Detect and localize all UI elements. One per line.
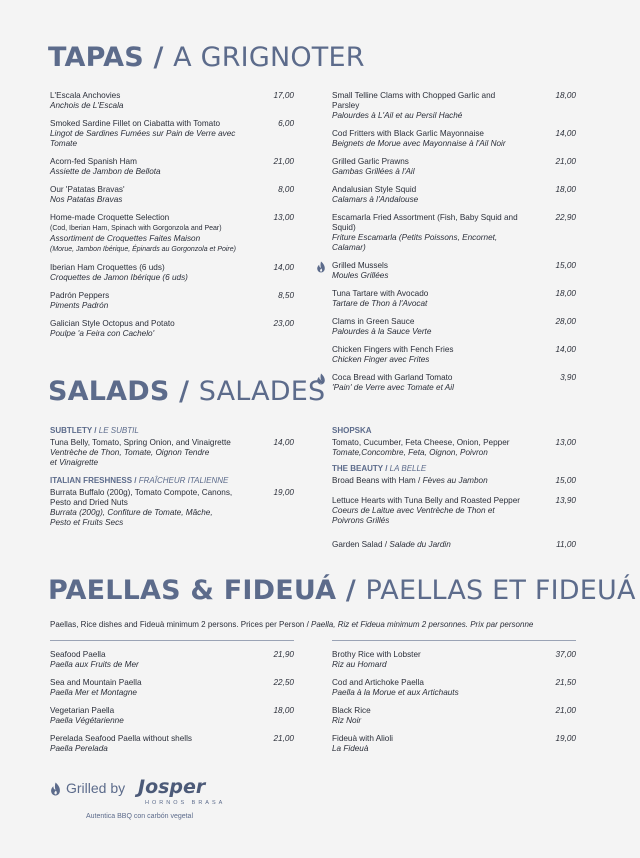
item-name-en: Escamarla Fried Assortment (Fish, Baby Squid and Squid) <box>332 213 518 232</box>
menu-item <box>332 540 576 550</box>
paellas-title-french: PAELLAS ET FIDEUÁ <box>365 575 636 606</box>
item-name-en: Vegetarian Paella <box>50 706 115 715</box>
item-price: 21,00 <box>273 734 294 743</box>
item-name-fr: Beignets de Morue avec Mayonnaise à l'Ail Noir <box>332 139 506 148</box>
item-name-en: Grilled Garlic Prawns <box>332 157 409 166</box>
tapas-left-column <box>50 91 294 347</box>
menu-item <box>50 706 294 726</box>
item-name-en: Grilled Mussels <box>332 261 388 270</box>
menu-item <box>50 157 294 177</box>
item-name-en: Our 'Patatas Bravas' <box>50 185 125 194</box>
menu-item <box>50 488 294 528</box>
tapas-section-title <box>48 42 365 73</box>
menu-item <box>50 438 294 468</box>
item-price: 3,90 <box>560 373 576 382</box>
item-price: 18,00 <box>555 185 576 194</box>
item-price: 14,00 <box>555 129 576 138</box>
item-name-fr: Coeurs de Laitue avec Ventrèche de Thon et <box>332 506 495 515</box>
item-name-en: Home-made Croquette Selection <box>50 213 170 222</box>
item-name-en: Padrón Peppers <box>50 291 110 300</box>
menu-item <box>50 678 294 698</box>
item-price: 8,50 <box>278 291 294 300</box>
item-name-fr: Chicken Finger avec Frites <box>332 355 430 364</box>
item-price: 15,00 <box>555 476 576 485</box>
item-name-fr: Palourdes à la Sauce Verte <box>332 327 432 336</box>
item-name-fr: Moules Grillées <box>332 271 389 280</box>
tapas-title-french: A GRIGNOTER <box>173 42 365 73</box>
menu-item <box>332 289 576 309</box>
menu-item <box>50 185 294 205</box>
menu-item <box>332 91 576 121</box>
paellas-left-divider <box>50 640 294 641</box>
item-price: 22,90 <box>555 213 576 222</box>
menu-item <box>332 650 576 670</box>
menu-item <box>50 319 294 339</box>
item-name-fr: Paella aux Fruits de Mer <box>50 660 139 669</box>
item-name-fr: Calamars à l'Andalouse <box>332 195 419 204</box>
item-description-en-text: (Cod, Iberian Ham, Spinach with Gorgonzola and Pear) <box>50 225 222 232</box>
menu-item <box>332 476 576 486</box>
paellas-left-column <box>50 650 294 762</box>
item-name-en: Lettuce Hearts with Tuna Belly and Roasted Pepper <box>332 496 520 505</box>
item-price: 28,00 <box>555 317 576 326</box>
menu-item <box>332 129 576 149</box>
item-name-fr: Assiette de Jambon de Bellota <box>50 167 161 176</box>
menu-item <box>332 496 576 526</box>
item-name-fr: Tartare de Thon à l'Avocat <box>332 299 428 308</box>
item-price: 13,90 <box>555 496 576 505</box>
josper-brand-name: Josper <box>138 776 206 798</box>
paellas-section-title <box>48 575 636 606</box>
item-price: 21,00 <box>555 706 576 715</box>
menu-item <box>50 91 294 111</box>
item-name-en-text: Garden Salad / <box>332 540 390 549</box>
item-name-en: Chicken Fingers with Fench Fries <box>332 345 454 354</box>
menu-item <box>332 317 576 337</box>
paellas-note-en: Paellas, Rice dishes and Fideuà minimum 2 persons. Prices per Person / <box>50 620 312 629</box>
item-price: 18,00 <box>555 91 576 100</box>
item-name-fr: Friture Escamarla (Petits Poissons, Encornet, Calamar) <box>332 233 498 252</box>
item-name-fr-inline: Salade du Jardin <box>389 540 451 549</box>
item-price: 18,00 <box>273 706 294 715</box>
item-name-fr: Riz Noir <box>332 716 362 725</box>
josper-tagline: Autentica BBQ con carbón vegetal <box>86 813 194 820</box>
item-price: 23,00 <box>273 319 294 328</box>
item-name-en: Clams in Green Sauce <box>332 317 415 326</box>
beauty-subheading <box>332 464 576 474</box>
item-name-en <box>332 476 524 486</box>
grilled-by-text: Grilled by <box>66 780 126 796</box>
item-name-en-continued: Pesto and Dried Nuts <box>50 498 128 507</box>
josper-flame-icon <box>50 782 61 796</box>
item-price: 14,00 <box>273 438 294 447</box>
item-name-fr: Anchois de L'Escala <box>50 101 124 110</box>
item-name-fr-continued: Pesto et Fruits Secs <box>50 518 124 527</box>
subtlety-subheading-en: SUBTLETY / <box>50 426 99 435</box>
salads-section-title <box>48 376 325 407</box>
item-description-fr <box>50 244 242 255</box>
item-description-fr-text: (Morue, Jambon Ibérique, Épinards au Gorgonzola et Poire) <box>50 246 236 253</box>
item-name-en: Black Rice <box>332 706 371 715</box>
menu-item <box>332 213 576 253</box>
item-name-en: Smoked Sardine Fillet on Ciabatta with Tomato <box>50 119 221 128</box>
item-name-fr: Lingot de Sardines Fumées sur Pain de Verre avec Tomate <box>50 129 236 148</box>
paellas-title-main: PAELLAS & FIDEUÁ / <box>48 575 366 606</box>
beauty-subheading-fr: LA BELLE <box>389 464 427 473</box>
item-name-en: Galician Style Octopus and Potato <box>50 319 175 328</box>
item-name-fr-continued: et Vinaigrette <box>50 458 99 467</box>
item-name-en: Coca Bread with Garland Tomato <box>332 373 453 382</box>
item-name-en: Tuna Tartare with Avocado <box>332 289 429 298</box>
paellas-minimum-note <box>50 620 533 629</box>
menu-item <box>332 678 576 698</box>
paellas-note-fr: Paella, Riz et Fideua minimum 2 personnes. Prix par personne <box>311 620 534 629</box>
subtlety-subheading <box>50 426 294 436</box>
menu-item <box>332 345 576 365</box>
menu-item <box>332 261 576 281</box>
item-name-fr: Paella Perelada <box>50 744 108 753</box>
item-price: 21,00 <box>555 157 576 166</box>
item-name-fr: Gambas Grillées à l'Ail <box>332 167 415 176</box>
item-name-en: Tuna Belly, Tomato, Spring Onion, and Vinaigrette <box>50 438 231 447</box>
tapas-title-main: TAPAS / <box>48 42 174 73</box>
item-name-fr: Croquettes de Jamon Ibérique (6 uds) <box>50 273 188 282</box>
item-name-en: L'Escala Anchovies <box>50 91 121 100</box>
hornos-brasa-text: HORNOS BRASA <box>145 800 226 806</box>
shopska-subheading: SHOPSKA <box>332 426 372 435</box>
item-price: 8,00 <box>278 185 294 194</box>
menu-item <box>50 263 294 283</box>
salads-right-column <box>332 426 576 558</box>
menu-item <box>50 213 294 255</box>
item-name-en: Perelada Seafood Paella without shells <box>50 734 193 743</box>
item-name-en: Seafood Paella <box>50 650 106 659</box>
menu-item <box>50 734 294 754</box>
item-name-en: Cod Fritters with Black Garlic Mayonnaise <box>332 129 484 138</box>
item-name-fr: 'Pain' de Verre avec Tomate et Ail <box>332 383 454 392</box>
menu-item <box>332 438 576 458</box>
paellas-right-column <box>332 650 576 762</box>
salads-title-main: SALADS / <box>48 376 199 407</box>
item-price: 14,00 <box>555 345 576 354</box>
item-price: 18,00 <box>555 289 576 298</box>
item-name-en: Small Telline Clams with Chopped Garlic and Parsley <box>332 91 496 110</box>
menu-item <box>332 734 576 754</box>
item-price: 21,90 <box>273 650 294 659</box>
menu-item <box>332 157 576 177</box>
item-name-en: Brothy Rice with Lobster <box>332 650 421 659</box>
item-name-en: Iberian Ham Croquettes (6 uds) <box>50 263 165 272</box>
item-price: 19,00 <box>555 734 576 743</box>
item-name-en <box>332 540 524 550</box>
menu-item <box>332 373 576 393</box>
item-name-en: Sea and Mountain Paella <box>50 678 142 687</box>
item-name-en: Acorn-fed Spanish Ham <box>50 157 137 166</box>
menu-item <box>332 185 576 205</box>
josper-flame-icon <box>316 261 326 273</box>
item-name-fr: Palourdes à L'Ail et au Persil Haché <box>332 111 463 120</box>
italian-subheading-en: ITALIAN FRESHNESS / <box>50 476 139 485</box>
item-price: 13,00 <box>555 438 576 447</box>
item-name-fr-inline: Fèves au Jambon <box>422 476 488 485</box>
item-price: 22,50 <box>273 678 294 687</box>
tapas-right-column <box>332 91 576 401</box>
item-price: 14,00 <box>273 263 294 272</box>
item-price: 21,00 <box>273 157 294 166</box>
item-name-fr: Riz au Homard <box>332 660 387 669</box>
menu-item <box>50 650 294 670</box>
item-price: 6,00 <box>278 119 294 128</box>
item-description-en <box>50 223 242 234</box>
item-price: 11,00 <box>556 540 576 549</box>
paellas-right-divider <box>332 640 576 641</box>
item-name-fr: Burrata (200g), Confiture de Tomate, Mâche, <box>50 508 213 517</box>
italian-subheading-fr: FRAÎCHEUR ITALIENNE <box>138 476 229 485</box>
item-price: 37,00 <box>555 650 576 659</box>
item-name-fr: Tomate,Concombre, Feta, Oignon, Poivron <box>332 448 488 457</box>
item-price: 15,00 <box>555 261 576 270</box>
item-name-fr-continued: Poivrons Grillés <box>332 516 390 525</box>
menu-item <box>50 119 294 149</box>
item-price: 13,00 <box>273 213 294 222</box>
item-name-en-text: Broad Beans with Ham / <box>332 476 423 485</box>
item-price: 21,50 <box>555 678 576 687</box>
item-name-fr: Piments Padrón <box>50 301 109 310</box>
item-name-en: Andalusian Style Squid <box>332 185 417 194</box>
menu-item <box>50 291 294 311</box>
italian-subheading <box>50 476 294 486</box>
item-name-fr: Ventrèche de Thon, Tomate, Oignon Tendre <box>50 448 210 457</box>
item-name-fr: Paella Mer et Montagne <box>50 688 137 697</box>
subtlety-subheading-fr: LE SUBTIL <box>98 426 139 435</box>
item-name-fr: Paella à la Morue et aux Artichauts <box>332 688 459 697</box>
item-name-fr: Paella Végétarienne <box>50 716 124 725</box>
item-name-en: Tomato, Cucumber, Feta Cheese, Onion, Pepper <box>332 438 510 447</box>
item-name-fr: Nos Patatas Bravas <box>50 195 123 204</box>
item-name-fr: Assortiment de Croquettes Faites Maison <box>50 234 201 243</box>
item-price: 17,00 <box>273 91 294 100</box>
item-name-fr: Poulpe 'a Feira con Cachelo' <box>50 329 155 338</box>
menu-item <box>332 706 576 726</box>
salads-title-french: SALADES <box>198 376 326 407</box>
item-name-en: Burrata Buffalo (200g), Tomato Compote, Canons, <box>50 488 233 497</box>
item-name-fr: La Fideuà <box>332 744 369 753</box>
item-name-en: Cod and Artichoke Paella <box>332 678 424 687</box>
beauty-subheading-en: THE BEAUTY / <box>332 464 390 473</box>
item-price: 19,00 <box>273 488 294 497</box>
salads-left-column <box>50 426 294 536</box>
item-name-en: Fideuà with Alioli <box>332 734 393 743</box>
